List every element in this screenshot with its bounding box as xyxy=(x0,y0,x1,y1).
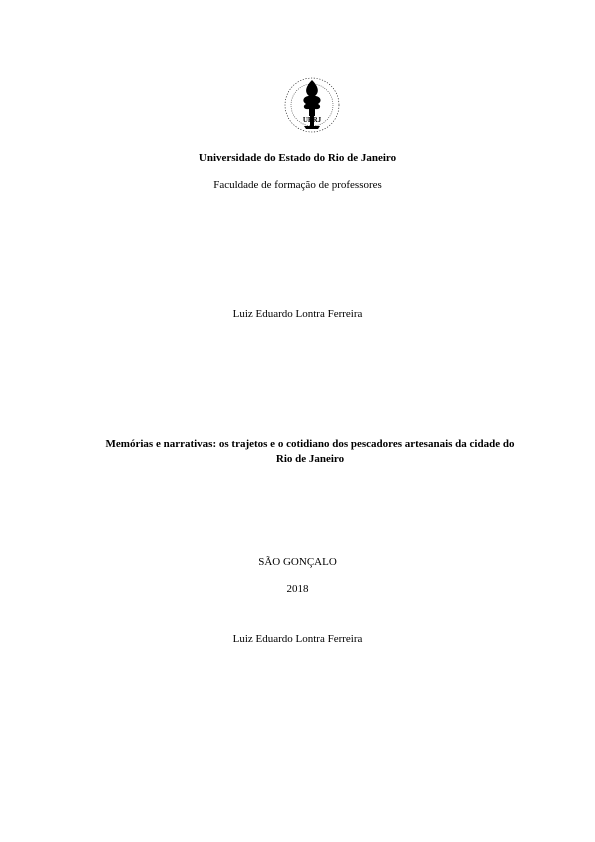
title-line-1: Memórias e narrativas: os trajetos e o cotidiano dos pescadores artesanais da cidade do xyxy=(105,438,515,450)
university-name: Universidade do Estado do Rio de Janeiro xyxy=(198,152,397,164)
logo-text: UERJ xyxy=(302,116,322,124)
uerj-seal-logo xyxy=(282,72,342,138)
city: SÃO GONÇALO xyxy=(258,556,337,568)
title-line-2: Rio de Janeiro xyxy=(275,453,345,465)
year: 2018 xyxy=(286,583,309,595)
faculty-name: Faculdade de formação de professores xyxy=(213,179,382,191)
thesis-title xyxy=(80,437,540,467)
next-page-author: Luiz Eduardo Lontra Ferreira xyxy=(232,633,363,645)
author-name: Luiz Eduardo Lontra Ferreira xyxy=(232,308,363,320)
